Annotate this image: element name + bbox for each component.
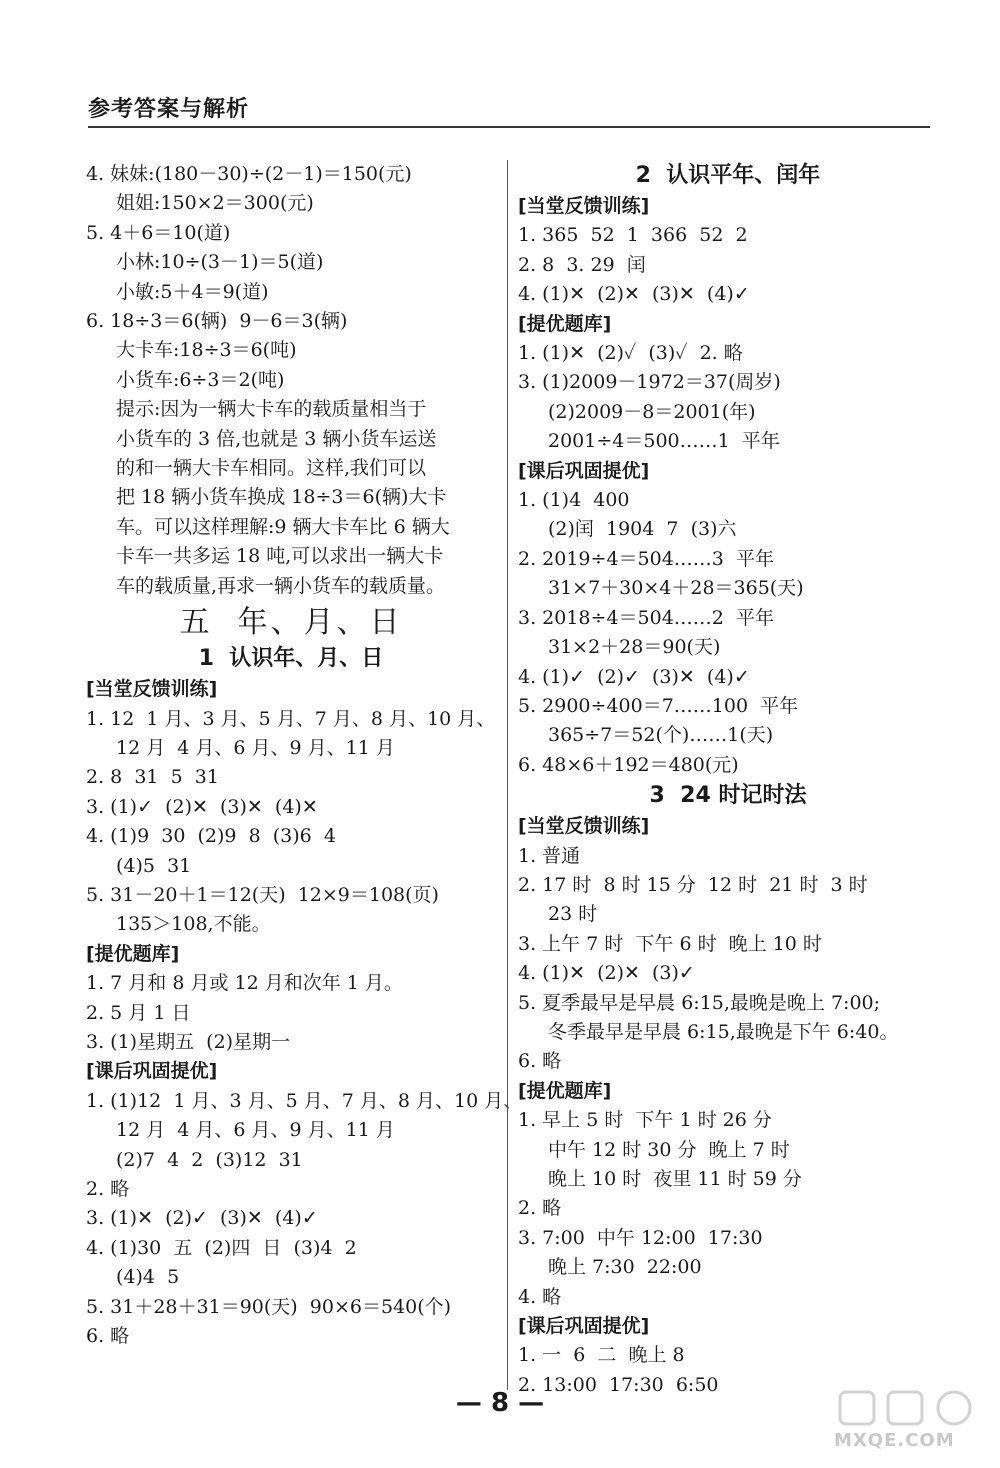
answer-line: 1. 7 月和 8 月或 12 月和次年 1 月。	[86, 972, 403, 995]
answer-line: 2. 5 月 1 日	[86, 1001, 191, 1024]
lesson-title: 3 24 时记时法	[649, 783, 807, 809]
section-heading: [当堂反馈训练]	[86, 678, 218, 701]
answer-line: 晚上 10 时 夜里 11 时 59 分	[548, 1168, 802, 1190]
page-header-title: 参考答案与解析	[88, 97, 250, 122]
answer-line: 4. (1)9 30 (2)9 8 (3)6 4	[86, 825, 336, 848]
answer-line: 2. 17 时 8 时 15 分 12 时 21 时 3 时	[518, 873, 868, 896]
answer-line: 135＞108,不能。	[116, 913, 271, 936]
answer-line: 6. 18÷3＝6(辆) 9－6＝3(辆)	[86, 310, 348, 333]
answer-line: 大卡车:18÷3＝6(吨)	[116, 339, 297, 362]
right-column	[518, 160, 938, 1400]
answer-line: 1. 一 6 二 晚上 8	[518, 1344, 685, 1367]
answer-line: 4. (1)✓ (2)✓ (3)✕ (4)✓	[518, 665, 750, 688]
answer-line: 车的载质量,再求一辆小货车的载质量。	[116, 574, 446, 597]
answer-line: 4. (1)30 五 (2)四 日 (3)4 2	[86, 1236, 357, 1259]
page-number: — 8 —	[455, 1388, 545, 1418]
answer-line: 5. 4＋6＝10(道)	[86, 221, 231, 244]
answer-line: 2. 略	[518, 1197, 562, 1220]
watermark	[822, 1388, 982, 1460]
answer-line: 小货车的 3 倍,也就是 3 辆小货车运送	[116, 427, 437, 450]
answer-line: 2. 2019÷4＝504……3 平年	[518, 547, 774, 570]
answer-line: 3. (1)星期五 (2)星期一	[86, 1030, 291, 1053]
answer-line: 1. (1)12 1 月、3 月、5 月、7 月、8 月、10 月、	[86, 1089, 523, 1112]
answer-line: 姐姐:150×2＝300(元)	[116, 192, 314, 215]
column-divider	[507, 160, 508, 1390]
watermark-site: MXQE.COM	[834, 1430, 955, 1451]
answer-line: 冬季最早是早晨 6:15,最晚是下午 6:40。	[548, 1020, 899, 1043]
lesson-title: 1 认识年、月、日	[198, 646, 384, 672]
answer-line: 2001÷4＝500……1 平年	[548, 430, 780, 453]
answer-line: 5. 2900÷400＝7……100 平年	[518, 694, 799, 717]
left-column	[86, 160, 523, 1351]
answer-line: 2. 8 3. 29 闰	[518, 253, 646, 276]
answer-line: 4. 略	[518, 1285, 562, 1308]
answer-line: 5. 31＋28＋31＝90(天) 90×6＝540(个)	[86, 1295, 452, 1318]
answer-line: 6. 48×6＋192＝480(元)	[518, 753, 739, 776]
answer-line: (4)4 5	[116, 1266, 180, 1289]
section-heading: [课后巩固提优]	[86, 1060, 218, 1083]
answer-line: 1. 12 1 月、3 月、5 月、7 月、8 月、10 月、	[86, 707, 496, 730]
answer-line: 3. (1)2009－1972＝37(周岁)	[518, 371, 781, 394]
section-heading: [课后巩固提优]	[518, 1315, 650, 1338]
answer-line: (2)7 4 2 (3)12 31	[116, 1148, 303, 1171]
answer-line: 23 时	[548, 903, 598, 926]
answer-line: 小货车:6÷3＝2(吨)	[116, 368, 285, 391]
answer-line: 3. (1)✓ (2)✕ (3)✕ (4)✕	[86, 795, 318, 818]
section-heading: [当堂反馈训练]	[518, 195, 650, 217]
section-heading: [当堂反馈训练]	[518, 815, 650, 838]
answer-line: 3. (1)✕ (2)✓ (3)✕ (4)✓	[86, 1207, 318, 1230]
answer-line: 卡车一共多运 18 吨,可以求出一辆大卡	[116, 545, 444, 568]
answer-line: 4. (1)✕ (2)✕ (3)✓	[518, 962, 695, 985]
answer-line: 4. 妹妹:(180－30)÷(2－1)＝150(元)	[86, 163, 412, 185]
answer-line: (2)2009－8＝2001(年)	[548, 400, 756, 423]
chapter-title: 五 年、月、日	[179, 605, 403, 641]
answer-line: 1. 早上 5 时 下午 1 时 26 分	[518, 1109, 772, 1132]
watermark-logo-icon	[838, 1388, 978, 1428]
answer-line: 2. 13:00 17:30 6:50	[518, 1373, 719, 1396]
answer-line: 小敏:5＋4＝9(道)	[116, 280, 269, 303]
answer-line: 31×2＋28＝90(天)	[548, 636, 721, 659]
section-heading: [课后巩固提优]	[518, 459, 650, 482]
answer-line: 3. 7:00 中午 12:00 17:30	[518, 1226, 763, 1249]
answer-line: (2)闰 1904 7 (3)六	[548, 518, 737, 541]
answer-line: 3. 2018÷4＝504……2 平年	[518, 606, 774, 629]
answer-line: 车。可以这样理解:9 辆大卡车比 6 辆大	[116, 515, 450, 538]
section-heading: [提优题库]	[86, 942, 180, 965]
answer-line: 1. 普通	[518, 844, 581, 867]
section-heading: [提优题库]	[518, 312, 612, 335]
answer-line: 5. 31－20＋1＝12(天) 12×9＝108(页)	[86, 883, 439, 906]
answer-line: 小林:10÷(3－1)＝5(道)	[116, 251, 324, 274]
lesson-title: 2 认识平年、闰年	[635, 163, 821, 188]
answer-line: 31×7＋30×4＋28＝365(天)	[548, 577, 804, 600]
answer-line: 中午 12 时 30 分 晚上 7 时	[548, 1138, 790, 1161]
answer-line: 12 月 4 月、6 月、9 月、11 月	[116, 1119, 395, 1142]
answer-line: 365÷7＝52(个)……1(天)	[548, 724, 774, 747]
header-rule	[88, 126, 930, 128]
answer-line: 的和一辆大卡车相同。这样,我们可以	[116, 457, 427, 480]
answer-line: 晚上 7:30 22:00	[548, 1256, 702, 1279]
answer-line: 3. 上午 7 时 下午 6 时 晚上 10 时	[518, 932, 822, 955]
answer-line: 1. 365 52 1 366 52 2	[518, 224, 748, 247]
section-heading: [提优题库]	[518, 1079, 612, 1102]
answer-line: 4. (1)✕ (2)✕ (3)✕ (4)✓	[518, 283, 750, 306]
answer-line: 提示:因为一辆大卡车的载质量相当于	[116, 398, 427, 421]
answer-line: 6. 略	[518, 1050, 562, 1073]
answer-line: 把 18 辆小货车换成 18÷3＝6(辆)大卡	[116, 486, 447, 509]
answer-line: 5. 夏季最早是早晨 6:15,最晚是晚上 7:00;	[518, 991, 881, 1014]
answer-line: 12 月 4 月、6 月、9 月、11 月	[116, 736, 395, 759]
answer-line: 6. 略	[86, 1325, 130, 1348]
answer-line: 1. (1)✕ (2)✓ (3)✓ 2. 略	[518, 342, 743, 365]
answer-line: 1. (1)4 400	[518, 489, 630, 512]
answer-line: (4)5 31	[116, 854, 192, 877]
answer-line: 2. 略	[86, 1178, 130, 1200]
answer-line: 2. 8 31 5 31	[86, 766, 219, 789]
